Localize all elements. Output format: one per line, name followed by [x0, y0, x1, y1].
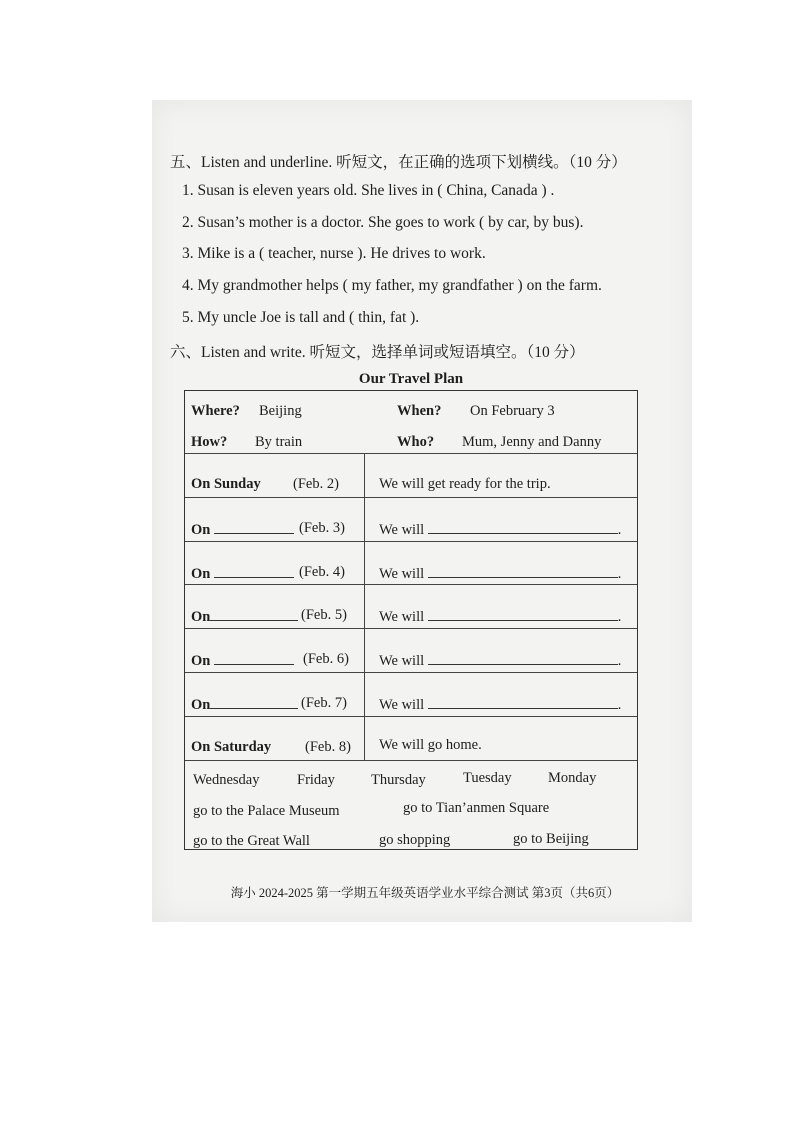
- where-label: Where?: [191, 403, 240, 419]
- question-3: 3. Mike is a ( teacher, nurse ). He drives to work.: [182, 245, 486, 262]
- row-plan: We will .: [379, 653, 622, 669]
- plan-blank[interactable]: [428, 695, 618, 709]
- row-plan: We will .: [379, 609, 622, 625]
- table-divider: [185, 541, 637, 542]
- question-1: 1. Susan is eleven years old. She lives in ( China, Canada ) .: [182, 182, 555, 199]
- word-bank-phrase: go to the Palace Museum: [193, 803, 340, 819]
- row-date: (Feb. 4): [299, 564, 345, 580]
- who-label: Who?: [397, 434, 435, 450]
- row-day: On: [191, 651, 294, 670]
- plan-blank[interactable]: [428, 651, 618, 665]
- word-bank-day: Thursday: [371, 772, 426, 788]
- how-label: How?: [191, 434, 228, 450]
- word-bank-day: Tuesday: [463, 770, 512, 786]
- when-label: When?: [397, 403, 442, 419]
- who-value: Mum, Jenny and Danny: [462, 434, 602, 450]
- day-blank[interactable]: [214, 651, 294, 665]
- day-blank[interactable]: [210, 607, 298, 621]
- row-day: On: [191, 564, 294, 583]
- plan-blank[interactable]: [428, 564, 618, 578]
- table-divider: [185, 453, 637, 454]
- travel-plan-table: [184, 390, 638, 850]
- row-plan: We will .: [379, 697, 622, 713]
- plan-blank[interactable]: [428, 607, 618, 621]
- table-divider: [185, 716, 637, 717]
- row-date: (Feb. 8): [305, 739, 351, 755]
- page-footer: 海小 2024-2025 第一学期五年级英语学业水平综合测试 第3页（共6页）: [230, 886, 620, 900]
- word-bank-day: Monday: [548, 770, 597, 786]
- question-5: 5. My uncle Joe is tall and ( thin, fat ).: [182, 309, 420, 326]
- row-day: On: [191, 607, 298, 626]
- question-2: 2. Susan’s mother is a doctor. She goes to work ( by car, by bus).: [182, 214, 584, 231]
- when-value: On February 3: [470, 403, 555, 419]
- row-day: On: [191, 520, 294, 539]
- day-blank[interactable]: [214, 564, 294, 578]
- table-divider: [185, 497, 637, 498]
- row-plan: We will get ready for the trip.: [379, 476, 551, 492]
- row-plan: We will .: [379, 522, 622, 538]
- day-blank[interactable]: [210, 695, 298, 709]
- word-bank-phrase: go to Tian’anmen Square: [403, 800, 550, 816]
- word-bank-phrase: go to the Great Wall: [193, 833, 310, 849]
- question-4: 4. My grandmother helps ( my father, my grandfather ) on the farm.: [182, 277, 602, 294]
- table-divider: [185, 628, 637, 629]
- row-date: (Feb. 5): [301, 607, 347, 623]
- section-6-title: 六、Listen and write. 听短文，选择单词或短语填空。（10 分）: [170, 344, 585, 361]
- where-value: Beijing: [259, 403, 302, 419]
- row-plan: We will .: [379, 566, 622, 582]
- section-5-title: 五、Listen and underline. 听短文，在正确的选项下划横线。（10 分）: [170, 154, 627, 171]
- row-day: On Sunday: [191, 476, 261, 492]
- word-bank-phrase: go shopping: [379, 832, 451, 848]
- table-divider: [185, 672, 637, 673]
- table-divider: [185, 760, 637, 761]
- word-bank-phrase: go to Beijing: [513, 831, 589, 847]
- plan-blank[interactable]: [428, 520, 618, 534]
- travel-plan-title: Our Travel Plan: [358, 371, 464, 387]
- row-date: (Feb. 3): [299, 520, 345, 536]
- column-divider: [364, 453, 365, 760]
- row-date: (Feb. 7): [301, 695, 347, 711]
- row-plan: We will go home.: [379, 737, 482, 753]
- word-bank-day: Friday: [297, 772, 335, 788]
- row-day: On Saturday: [191, 739, 272, 755]
- row-day: On: [191, 695, 298, 714]
- row-date: (Feb. 2): [293, 476, 339, 492]
- day-blank[interactable]: [214, 520, 294, 534]
- row-date: (Feb. 6): [303, 651, 349, 667]
- word-bank-day: Wednesday: [193, 772, 260, 788]
- how-value: By train: [255, 434, 303, 450]
- table-divider: [185, 584, 637, 585]
